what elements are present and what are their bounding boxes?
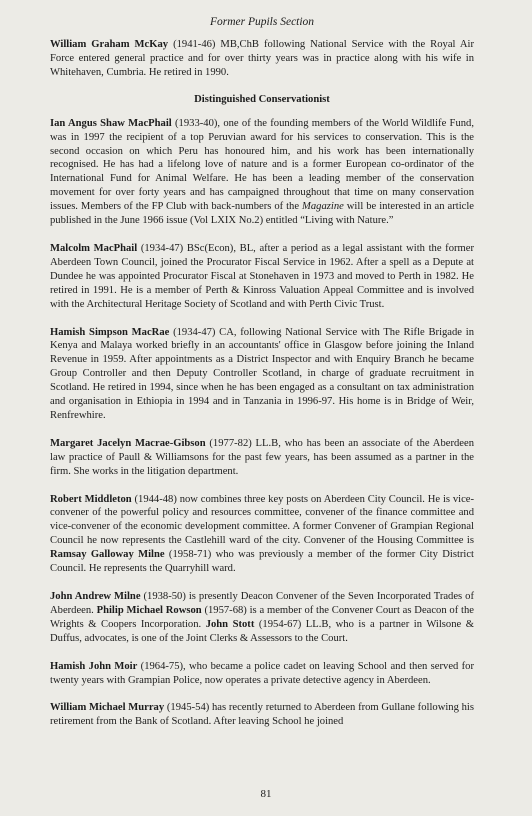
entry-text: (1933-40), one of the founding members of the World Wildlife Fund, was in 1997 the recipient of a top Peruvian award for his services to conservation. This is the second occasion on which Peru has honoured him, and his work has been internationally recognised. He has had a lifelong love of nature and is a former European co-ordinator of the International Fund for Animal Welfare. He has been a leading member of the conservation movement for over forty years and has campaigned throughout that time on many conservation issues. Members of the FP Club with back-numbers of the — [50, 117, 474, 213]
entry-murray — [50, 701, 474, 729]
entry-name-third: John Stott — [205, 618, 255, 630]
entry-name: Robert Middleton — [50, 493, 132, 505]
entry-name: Hamish John Moir — [50, 660, 138, 672]
entry-text: (1938-50) is presently Deacon Convener of the Seven Incorporated Trades of Aberdeen. — [50, 591, 474, 616]
entry-name: John Andrew Milne — [50, 591, 141, 602]
entry-name: Hamish Simpson MacRae — [50, 326, 170, 338]
magazine-title: Magazine — [302, 201, 344, 213]
entry-text-cont-2: (1954-67) LL.B, who is a partner in Wilsone & Duffus, advocates, is one of the Joint Clerks & Assessors to the Court. — [50, 618, 474, 644]
entry-text-cont: (1958-71) who was previously a member of the former City District Council. He represents the Quarryhill ward. — [50, 549, 475, 575]
entry-malcolm-macphail — [50, 242, 474, 312]
page-number: 81 — [260, 788, 272, 800]
running-header: Former Pupils Section — [209, 16, 315, 28]
entry-text: (1934-47) CA, following National Service with The Rifle Brigade in Kenya and Malaya worked briefly in an accountants' office in Glasgow before joining the Inland Revenue in 1959. After appointments as a District Inspector and with Enquiry Branch he became Group Controller and then Deputy Controller Scotland, in charge of graduate recruitment in Scotland. He retired in 1994, since when he has been engaged as a consultant on tax administration and organisation in Ethiopia in 1994 and in Tanzania in 1996-97. His home is in Bridge of Weir, Renfrewhire. — [50, 326, 474, 421]
entry-moir — [50, 660, 474, 688]
section-heading: Distinguished Conservationist — [194, 93, 330, 105]
entry-text: (1964-75), who became a police cadet on leaving School and then served for twenty years with Grampian Police, now operates a private detective agency in Aberdeen. — [50, 660, 475, 686]
entry-name: Margaret Jacelyn Macrae-Gibson — [50, 437, 206, 449]
entry-name: William Michael Murray — [50, 702, 165, 714]
entry-ian-macphail — [50, 117, 474, 228]
entry-name: Malcolm MacPhail — [50, 242, 138, 254]
entry-macrae — [50, 326, 474, 423]
entry-text: (1934-47) BSc(Econ), BL, after a period as a legal assistant with the former Aberdeen Town Council, joined the Procurator Fiscal Service in 1962. After a spell as a Depute at Dundee he was appointed Procurator Fiscal at Stonehaven in 1973 and moved to Perth in 1982. He retired in 1991. He is a member of Perth & Kinross Valuation Appeal Committee and is involved with the Architectural Heritage Society of Scotland and with Perth Civic Trust. — [50, 242, 475, 310]
entry-name: Ian Angus Shaw MacPhail — [50, 117, 172, 129]
entry-middleton — [50, 493, 474, 576]
entry-mckay — [50, 38, 474, 80]
entry-text-cont: will be interested in an article published in the June 1966 issue (Vol LXIX No.2) entitled “Living with Nature.” — [50, 201, 474, 227]
entry-macrae-gibson — [50, 437, 474, 479]
entry-text: (1941-46) MB,ChB following National Service with the Royal Air Force entered general practice and for over thirty years was in practice along with his wife in Whitehaven, Cumbria. He retired in 1990. — [50, 39, 474, 78]
entry-name-second: Ramsay Galloway Milne — [50, 549, 165, 561]
entry-name-second: Philip Michael Rowson — [96, 604, 202, 616]
entry-text-cont: (1957-68) is a member of the Convener Court as Deacon of the Wrights & Coopers Incorporation. — [50, 604, 474, 630]
entry-text: (1977-82) LL.B, who has been an associate of the Aberdeen law practice of Paull & Williamsons for the past few years, has been assumed as a partner in the firm. She works in the litigation department. — [50, 437, 474, 477]
entry-name: William Graham McKay — [50, 39, 169, 50]
entry-milne — [50, 590, 474, 646]
entry-text: (1944-48) now combines three key posts on Aberdeen City Council. He is vice-convener of the powerful policy and resources committee, convener of the finance committee and vice-convener of the economic development committee. A former Convener of Grampian Regional Council he now represents the Castlehill ward of the city. Convener of the Housing Committee is — [50, 493, 474, 547]
entry-text: (1945-54) has recently returned to Aberdeen from Gullane following his retirement from the Bank of Scotland. After leaving School he joined — [50, 702, 474, 728]
